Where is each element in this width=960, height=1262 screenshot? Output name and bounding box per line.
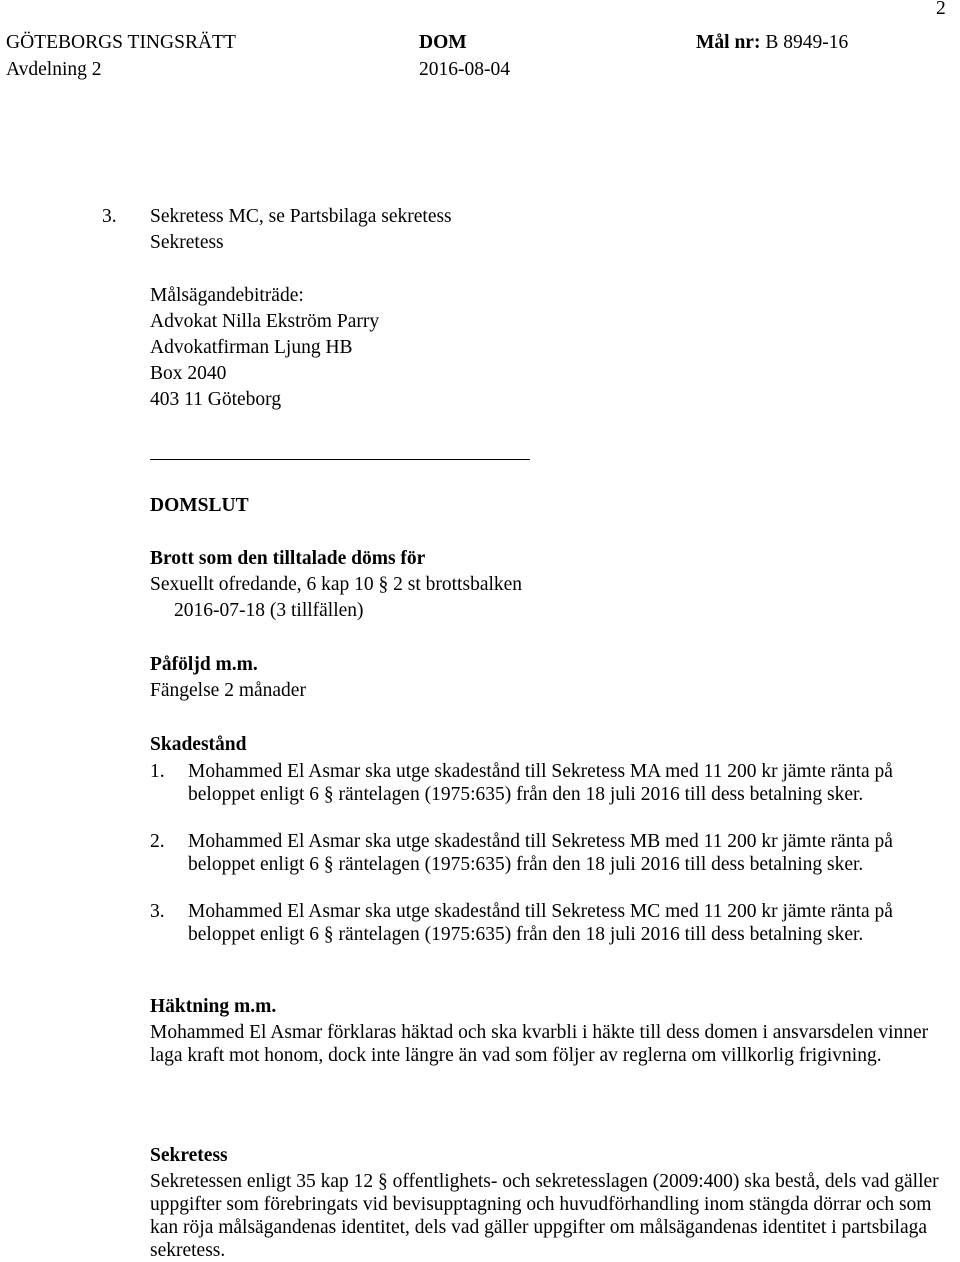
damages-item-text: Mohammed El Asmar ska utge skadestånd till Sekretess MB med 11 200 kr jämte ränta på beloppet enligt 6 § räntelagen (1975:635) från den 18 juli 2016 till dess betalning sker. [188,831,893,875]
party-number: 3. [102,206,117,227]
secrecy-text: Sekretessen enligt 35 kap 12 § offentlighets- och sekretesslagen (2009:400) ska bestå, dels vad gäller uppgifter som förebringats vid bevisupptagning och huvudförhandling inom stängda dörrar och som kan röja målsägandenas identitet, dels vad gäller uppgifter om målsägandenas identitet i partsbilaga sekretess. [150,1171,939,1261]
document-date: 2016-08-04 [419,59,510,80]
counsel-box: Box 2040 [150,363,227,384]
document-type: DOM [419,32,467,53]
division: Avdelning 2 [6,59,102,80]
damages-item-text: Mohammed El Asmar ska utge skadestånd till Sekretess MC med 11 200 kr jämte ränta på beloppet enligt 6 § räntelagen (1975:635) från den 18 juli 2016 till dess betalning sker. [188,901,893,945]
party-line-1: Sekretess MC, se Partsbilaga sekretess [150,206,452,227]
court-name: GÖTEBORGS TINGSRÄTT [6,32,236,53]
case-number-line [696,30,848,56]
detention-heading: Häktning m.m. [150,996,277,1017]
counsel-city: 403 11 Göteborg [150,389,282,410]
crime-line-1: Sexuellt ofredande, 6 kap 10 § 2 st brottsbalken [150,574,523,595]
damages-item-number: 1. [150,761,165,782]
damages-item-text: Mohammed El Asmar ska utge skadestånd till Sekretess MA med 11 200 kr jämte ränta på beloppet enligt 6 § räntelagen (1975:635) från den 18 juli 2016 till dess betalning sker. [188,761,893,805]
domslut-heading: DOMSLUT [150,495,249,516]
party-line-2: Sekretess [150,232,224,253]
detention-text: Mohammed El Asmar förklaras häktad och ska kvarbli i häkte till dess domen i ansvarsdelen vinner laga kraft mot honom, dock inte längre än vad som följer av reglerna om villkorlig frigivning. [150,1022,929,1066]
damages-item-number: 3. [150,901,165,922]
page-number: 2 [936,0,946,19]
counsel-label: Målsägandebiträde: [150,285,304,306]
damages-heading: Skadestånd [150,734,247,755]
counsel-name: Advokat Nilla Ekström Parry [150,311,380,332]
crime-line-2: 2016-07-18 (3 tillfällen) [174,600,364,621]
case-number: B 8949-16 [765,32,849,53]
penalty-text: Fängelse 2 månader [150,680,306,701]
separator-line [150,459,530,460]
case-number-label: Mål nr: [696,32,761,53]
counsel-firm: Advokatfirman Ljung HB [150,337,353,358]
damages-item-number: 2. [150,831,165,852]
secrecy-heading: Sekretess [150,1145,228,1166]
crime-heading: Brott som den tilltalade döms för [150,548,426,569]
penalty-heading: Påföljd m.m. [150,654,258,675]
